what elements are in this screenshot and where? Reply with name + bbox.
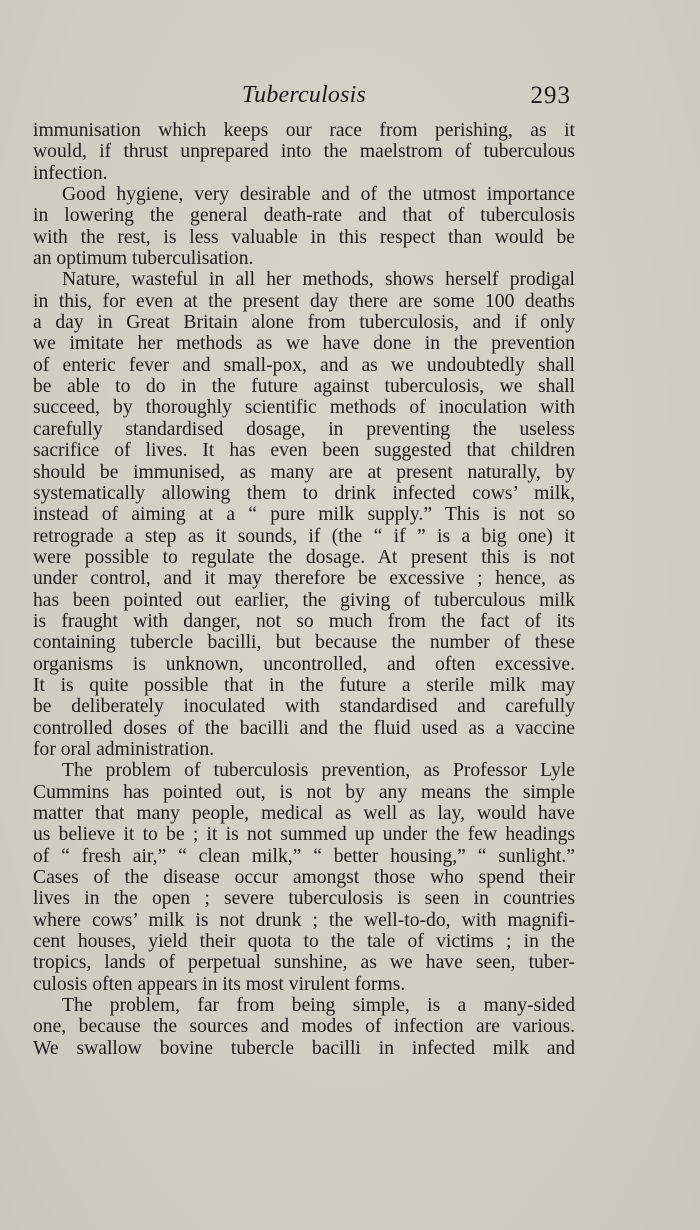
text-line: matter that many people, medical as well as lay, would have <box>33 803 575 824</box>
text-line: sacrifice of lives. It has even been suggested that children <box>33 440 575 462</box>
text-line: cent houses, yield their quota to the tale of victims ; in the <box>33 931 575 953</box>
text-line: succeed, by thoroughly scientific methods of inoculation with <box>33 397 575 419</box>
text-line: of “ fresh air,” “ clean milk,” “ better housing,” “ sunlight.” <box>33 845 575 867</box>
text-line: organisms is unknown, uncontrolled, and often excessive. <box>33 653 575 675</box>
text-line: us believe it to be ; it is not summed up under the few headings <box>33 824 575 846</box>
text-line: a day in Great Britain alone from tuberculosis, and if only <box>33 312 575 334</box>
page-number: 293 <box>530 82 571 109</box>
text-line: of enteric fever and small-pox, and as we undoubtedly shall <box>33 354 575 376</box>
running-title: Tuberculosis <box>241 82 367 108</box>
text-line: retrograde a step as it sounds, if (the “ if ” is a big one) it <box>33 525 575 547</box>
text-line: lives in the open ; severe tuberculosis is seen in countries <box>33 888 575 910</box>
text-line: has been pointed out earlier, the giving of tuberculous milk <box>33 589 575 611</box>
text-line: carefully standardised dosage, in preventing the useless <box>33 418 575 440</box>
text-line: under control, and it may therefore be excessive ; hence, as <box>33 568 575 590</box>
text-line: controlled doses of the bacilli and the fluid used as a vaccine <box>33 717 575 739</box>
text-line: an optimum tuberculisation. <box>33 248 254 270</box>
text-line: one, because the sources and modes of infection are various. <box>33 1016 575 1038</box>
text-line: in this, for even at the present day there are some 100 deaths <box>33 290 575 312</box>
text-line: is fraught with danger, not so much from the fact of its <box>33 610 575 632</box>
text-line: tropics, lands of perpetual sunshine, as we have seen, tuber- <box>33 952 575 974</box>
text-line: should be immunised, as many are at present naturally, by <box>33 461 575 483</box>
text-line: for oral administration. <box>33 738 215 760</box>
text-line: The problem, far from being simple, is a many-sided <box>62 995 575 1017</box>
text-line: containing tubercle bacilli, but because the number of these <box>33 632 575 654</box>
text-line: with the rest, is less valuable in this respect than would be <box>33 226 575 248</box>
text-line: would, if thrust unprepared into the maelstrom of tuberculous <box>33 141 575 163</box>
text-line: we imitate her methods as we have done in the prevention <box>33 333 575 355</box>
text-line: systematically allowing them to drink infected cows’ milk, <box>33 482 575 504</box>
text-line: be deliberately inoculated with standardised and carefully <box>33 696 575 718</box>
text-line: Nature, wasteful in all her methods, shows herself prodigal <box>62 269 575 291</box>
text-line: where cows’ milk is not drunk ; the well-to-do, with magnifi- <box>33 909 575 931</box>
running-head <box>33 80 575 114</box>
text-line: We swallow bovine tubercle bacilli in infected milk and <box>33 1037 575 1059</box>
text-line: culosis often appears in its most virulent forms. <box>33 973 406 995</box>
body-text <box>33 120 575 1059</box>
text-line: Good hygiene, very desirable and of the utmost importance <box>62 184 575 206</box>
text-line: in lowering the general death-rate and that of tuberculosis <box>33 205 575 227</box>
text-line: were possible to regulate the dosage. At present this is not <box>33 546 575 568</box>
text-line: immunisation which keeps our race from perishing, as it <box>33 120 575 141</box>
text-line: Cummins has pointed out, is not by any means the simple <box>33 781 575 803</box>
text-line: be able to do in the future against tuberculosis, we shall <box>33 376 575 398</box>
text-line: It is quite possible that in the future a sterile milk may <box>33 674 575 696</box>
text-line: instead of aiming at a “ pure milk supply.” This is not so <box>33 504 575 526</box>
text-line: The problem of tuberculosis prevention, as Professor Lyle <box>62 760 575 782</box>
text-line: Cases of the disease occur amongst those who spend their <box>33 867 575 889</box>
text-line: infection. <box>33 162 108 184</box>
